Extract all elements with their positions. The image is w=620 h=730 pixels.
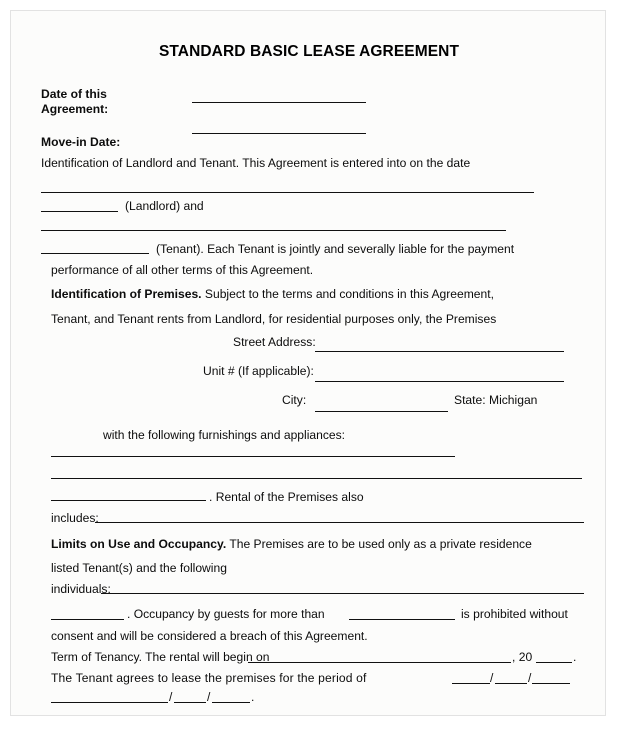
identification-parties-lead-in: This Agreement is entered into on the date: [239, 156, 471, 170]
document-page: [10, 10, 606, 716]
state-value: Michigan: [489, 393, 538, 407]
city-label: City:: [282, 393, 307, 407]
street-address-blank[interactable]: [315, 351, 564, 352]
rental-begin-date-blank[interactable]: [248, 662, 511, 663]
identification-premises-line1: [51, 287, 581, 301]
term-of-tenancy-heading: Term of Tenancy.: [51, 650, 142, 664]
unit-number-blank[interactable]: [315, 381, 564, 382]
limits-use-line1: [51, 537, 583, 551]
period-slash-2: /: [528, 671, 532, 685]
tenant-liability-sentence-continued: performance of all other terms of this Agreement.: [51, 263, 314, 277]
tenant-name-blank-long[interactable]: [41, 230, 506, 231]
street-address-label: Street Address:: [233, 335, 316, 349]
furnishings-blank-1[interactable]: [51, 456, 455, 457]
unit-number-label: Unit # (If applicable):: [203, 364, 314, 378]
term-of-tenancy-body-line1: The rental will begin on: [141, 650, 270, 664]
occupancy-blank-1[interactable]: [51, 619, 124, 620]
date-of-agreement-blank[interactable]: [192, 102, 366, 103]
individuals-label: individuals:: [51, 582, 111, 596]
term-of-tenancy-row: [51, 650, 269, 664]
city-blank[interactable]: [315, 411, 448, 412]
period-end-year-blank[interactable]: [212, 702, 250, 703]
period-slash-1: /: [490, 671, 494, 685]
occupancy-lead-text: . Occupancy by guests for more than: [127, 607, 325, 621]
period-end-period: .: [251, 690, 255, 704]
landlord-suffix-text: (Landlord) and: [125, 199, 204, 213]
date-of-agreement-label-line2: Agreement:: [41, 102, 109, 116]
occupancy-line3: consent and will be considered a breach of this Agreement.: [51, 629, 368, 643]
term-lease-period-text: The Tenant agrees to lease the premises for the period of: [51, 671, 367, 685]
identification-parties-heading-row: [41, 156, 470, 170]
state-label: State:: [454, 393, 486, 407]
individuals-blank[interactable]: [101, 593, 584, 594]
move-in-date-label: Move-in Date:: [41, 135, 121, 149]
identification-parties-heading: Identification of Landlord and Tenant.: [41, 156, 240, 170]
limits-use-body-line2: listed Tenant(s) and the following: [51, 561, 227, 575]
furnishings-blank-2[interactable]: [51, 478, 582, 479]
limits-use-body-line1: The Premises are to be used only as a private residence: [226, 537, 532, 551]
period-end-day-blank[interactable]: [174, 702, 206, 703]
occupancy-tail-text: is prohibited without: [461, 607, 568, 621]
landlord-name-blank-short[interactable]: [41, 211, 118, 212]
identification-premises-body-line1: Subject to the terms and conditions in this Agreement,: [201, 287, 494, 301]
date-of-agreement-label-line1: Date of this: [41, 87, 107, 101]
occupancy-guest-days-blank[interactable]: [349, 619, 455, 620]
year-period: .: [573, 650, 577, 664]
period-slash-4: /: [207, 690, 211, 704]
tenant-name-blank-short[interactable]: [41, 253, 149, 254]
furnishings-label: with the following furnishings and appliances:: [103, 428, 346, 442]
page-title: STANDARD BASIC LEASE AGREEMENT: [158, 43, 460, 60]
year-blank[interactable]: [536, 662, 572, 663]
period-end-lead-blank[interactable]: [51, 702, 168, 703]
period-start-day-blank[interactable]: [495, 683, 527, 684]
furnishings-blank-3[interactable]: [51, 500, 206, 501]
limits-use-heading: Limits on Use and Occupancy.: [51, 537, 227, 551]
identification-premises-line2: Tenant, and Tenant rents from Landlord, for residential purposes only, the Premises: [51, 312, 497, 326]
identification-premises-heading: Identification of Premises.: [51, 287, 202, 301]
period-start-year-blank[interactable]: [532, 683, 570, 684]
rental-also-text: . Rental of the Premises also: [209, 490, 364, 504]
year-prefix: , 20: [512, 650, 533, 664]
period-start-month-blank[interactable]: [452, 683, 490, 684]
landlord-name-blank-long[interactable]: [41, 192, 534, 193]
period-slash-3: /: [169, 690, 173, 704]
includes-blank[interactable]: [95, 522, 584, 523]
includes-label: includes:: [51, 511, 99, 525]
tenant-liability-sentence: (Tenant). Each Tenant is jointly and severally liable for the payment: [156, 242, 515, 256]
move-in-date-blank[interactable]: [192, 133, 366, 134]
